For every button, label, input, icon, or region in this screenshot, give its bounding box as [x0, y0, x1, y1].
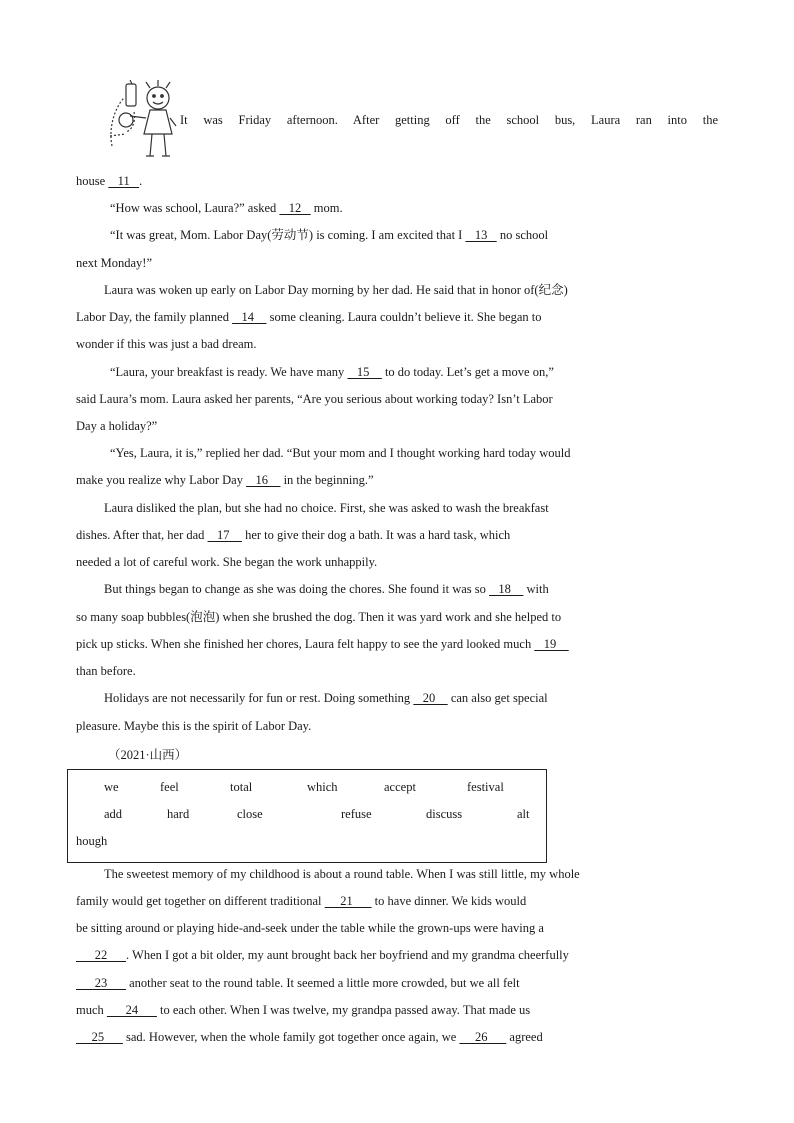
- blank-11[interactable]: 11: [108, 174, 140, 188]
- blank-23[interactable]: 23: [76, 976, 126, 990]
- p1-line-5: next Monday!”: [76, 256, 153, 270]
- word-bank-box: [67, 769, 547, 863]
- p1-line-15: dishes. After that, her dad 17 her to give their dog a bath. It was a hard task, which: [76, 528, 511, 542]
- blank-19[interactable]: 19: [534, 637, 569, 651]
- p2-line-4: 22 . When I got a bit older, my aunt brought back her boyfriend and my grandma cheerfully: [76, 948, 569, 962]
- p1-line-10: said Laura’s mom. Laura asked her parents, “Are you serious about working today? Isn’t Labor: [76, 392, 553, 406]
- blank-24[interactable]: 24: [106, 1003, 157, 1017]
- blank-13[interactable]: 13: [465, 228, 497, 242]
- blank-25[interactable]: 25: [76, 1030, 123, 1044]
- blank-22[interactable]: 22: [76, 948, 126, 962]
- blank-18[interactable]: 18: [489, 582, 524, 596]
- p2-line-3: be sitting around or playing hide-and-seek under the table while the grown-ups were having a: [76, 921, 544, 935]
- source-caption: （2021·山西）: [108, 748, 188, 762]
- blank-16[interactable]: 16: [246, 473, 281, 487]
- p1-line-14: Laura disliked the plan, but she had no choice. First, she was asked to wash the breakfast: [104, 501, 549, 515]
- word-item: which: [307, 780, 338, 794]
- word-item: total: [230, 780, 253, 794]
- blank-21[interactable]: 21: [324, 894, 372, 908]
- word-item: close: [237, 807, 263, 821]
- p2-line-1: The sweetest memory of my childhood is about a round table. When I was still little, my whole: [104, 867, 580, 881]
- blank-15[interactable]: 15: [347, 365, 382, 379]
- blank-14[interactable]: 14: [232, 310, 267, 324]
- p1-line-19: pick up sticks. When she finished her chores, Laura felt happy to see the yard looked much 19: [76, 637, 569, 651]
- p1-line-2: house 11 .: [76, 174, 143, 188]
- blank-12[interactable]: 12: [279, 201, 311, 215]
- girl-cleaning-illustration: [106, 76, 178, 162]
- p1-line-16: needed a lot of careful work. She began the work unhappily.: [76, 555, 378, 569]
- p2-line-7: 25 sad. However, when the whole family got together once again, we 26 agreed: [76, 1030, 543, 1044]
- p2-line-6: much 24 to each other. When I was twelve, my grandpa passed away. That made us: [76, 1003, 531, 1017]
- word-item: hard: [167, 807, 190, 821]
- word-item: hough: [76, 834, 108, 848]
- p1-line-9: “Laura, your breakfast is ready. We have many 15 to do today. Let’s get a move on,”: [110, 365, 554, 379]
- p1-line-7: Labor Day, the family planned 14 some cleaning. Laura couldn’t believe it. She began to: [76, 310, 542, 324]
- word-item: feel: [160, 780, 179, 794]
- p1-line-3: “How was school, Laura?” asked 12 mom.: [110, 201, 343, 215]
- p2-line-5: 23 another seat to the round table. It seemed a little more crowded, but we all felt: [76, 976, 520, 990]
- p1-line-22: pleasure. Maybe this is the spirit of Labor Day.: [76, 719, 312, 733]
- p2-line-2: family would get together on different traditional 21 to have dinner. We kids would: [76, 894, 527, 908]
- p1-line-4: “It was great, Mom. Labor Day(劳动节) is coming. I am excited that I 13 no school: [110, 228, 549, 242]
- word-item: discuss: [426, 807, 463, 821]
- p1-line-11: Day a holiday?”: [76, 419, 158, 433]
- word-item: accept: [384, 780, 416, 794]
- p1-line-18: so many soap bubbles(泡泡) when she brushed the dog. Then it was yard work and she helped to: [76, 610, 562, 624]
- p1-line-8: wonder if this was just a bad dream.: [76, 337, 257, 351]
- word-item: refuse: [341, 807, 372, 821]
- p1-line-20: than before.: [76, 664, 136, 678]
- p1-line-12: “Yes, Laura, it is,” replied her dad. “But your mom and I thought working hard today would: [110, 446, 571, 460]
- word-item: alt: [517, 807, 530, 821]
- p1-line-6: Laura was woken up early on Labor Day morning by her dad. He said that in honor of(纪念): [104, 283, 568, 297]
- word-item: festival: [467, 780, 504, 794]
- p1-line-1: It was Friday afternoon. After getting off the school bus, Laura ran into the: [180, 113, 718, 127]
- word-item: add: [104, 807, 123, 821]
- p1-line-21: Holidays are not necessarily for fun or rest. Doing something 20 can also get special: [104, 691, 548, 705]
- blank-20[interactable]: 20: [413, 691, 448, 705]
- blank-26[interactable]: 26: [459, 1030, 507, 1044]
- word-item: we: [104, 780, 119, 794]
- p1-line-17: But things began to change as she was doing the chores. She found it was so 18 with: [104, 582, 549, 596]
- blank-17[interactable]: 17: [207, 528, 242, 542]
- p1-line-13: make you realize why Labor Day 16 in the beginning.”: [76, 473, 374, 487]
